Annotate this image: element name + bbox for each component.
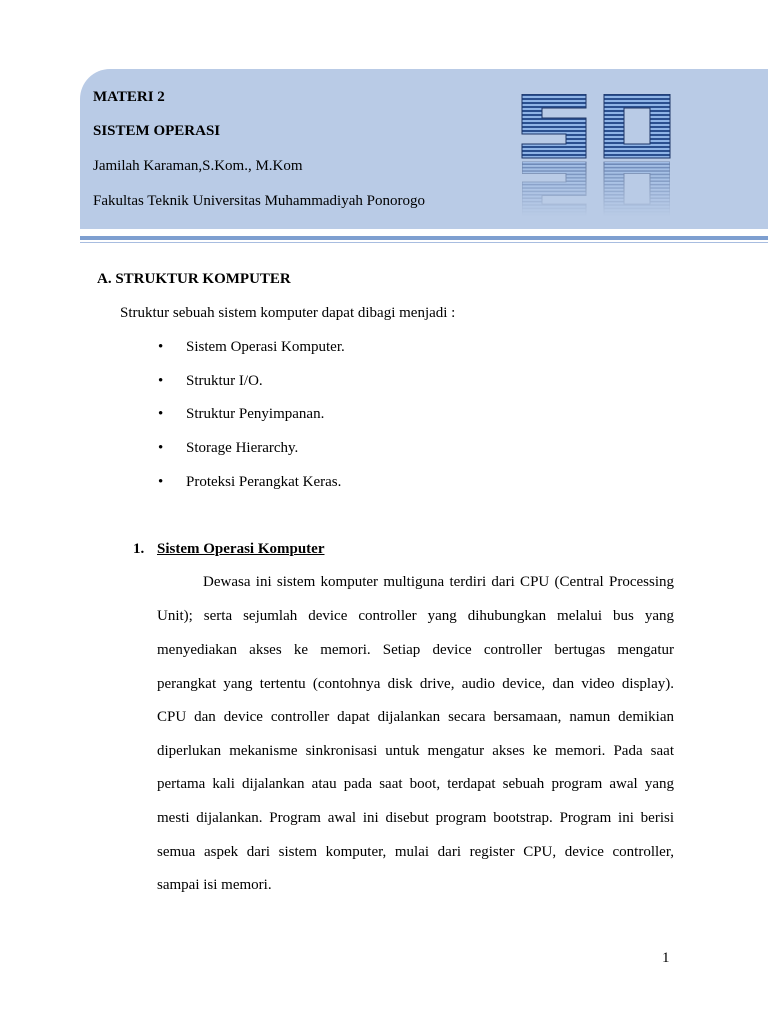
paragraph-line: sampai isi memori. — [157, 877, 272, 893]
paragraph-line: menyediakan akses ke memori. Setiap device controller bertugas mengatur — [157, 642, 674, 658]
list-item: Struktur Penyimpanan. — [186, 406, 325, 422]
header-rule — [80, 236, 768, 240]
subsection-number: 1. — [133, 541, 145, 557]
author-name: Jamilah Karaman,S.Kom., M.Kom — [93, 158, 303, 174]
section-a-intro: Struktur sebuah sistem komputer dapat dibagi menjadi : — [120, 305, 456, 321]
list-bullet: • — [158, 373, 164, 389]
list-item: Struktur I/O. — [186, 373, 263, 389]
list-bullet: • — [158, 440, 164, 456]
paragraph-line: Unit); serta sejumlah device controller yang dihubungkan melalui bus yang — [157, 608, 674, 624]
list-item: Proteksi Perangkat Keras. — [186, 474, 342, 490]
list-item: Sistem Operasi Komputer. — [186, 339, 345, 355]
paragraph-line: pertama kali dijalankan atau pada saat boot, terdapat sebuah program awal yang — [157, 776, 674, 792]
so-logo — [520, 94, 672, 216]
institution-name: Fakultas Teknik Universitas Muhammadiyah Ponorogo — [93, 193, 425, 209]
paragraph-line: Dewasa ini sistem komputer multiguna terdiri dari CPU (Central Processing — [203, 574, 674, 590]
list-bullet: • — [158, 406, 164, 422]
paragraph-line: semua aspek dari sistem komputer, mulai dari register CPU, device controller, — [157, 844, 674, 860]
paragraph-line: perangkat yang tertentu (contohnya disk drive, audio device, dan video display). — [157, 676, 674, 692]
section-a-heading: A. STRUKTUR KOMPUTER — [97, 271, 291, 287]
document-title: MATERI 2 — [93, 89, 165, 105]
subsection-heading: Sistem Operasi Komputer — [157, 541, 325, 557]
list-bullet: • — [158, 474, 164, 490]
paragraph-line: mesti dijalankan. Program awal ini disebut program bootstrap. Program ini berisi — [157, 810, 674, 826]
paragraph-line: CPU dan device controller dapat dijalankan secara bersamaan, namun demikian — [157, 709, 674, 725]
header-rule-thin — [80, 242, 768, 243]
page-number: 1 — [662, 950, 670, 966]
document-subtitle: SISTEM OPERASI — [93, 123, 221, 139]
paragraph-line: diperlukan mekanisme sinkronisasi untuk mengatur akses ke memori. Pada saat — [157, 743, 674, 759]
list-bullet: • — [158, 339, 164, 355]
list-item: Storage Hierarchy. — [186, 440, 299, 456]
